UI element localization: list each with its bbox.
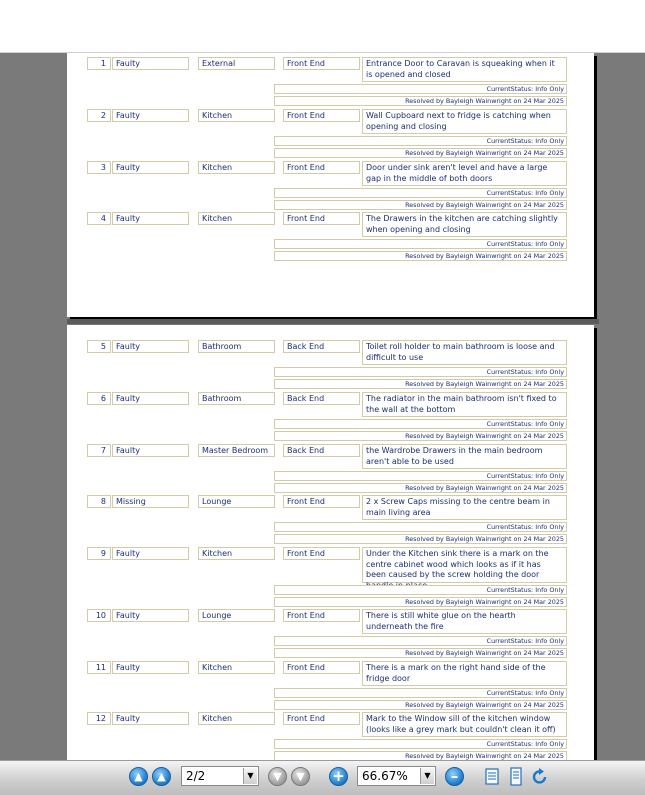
previous-page-icon: ▲ [157, 770, 166, 783]
record-type: Faulty [112, 57, 189, 70]
record-type: Faulty [112, 712, 189, 725]
fit-width-button[interactable] [483, 767, 501, 786]
document-viewport[interactable] [0, 53, 645, 760]
record-description: Toilet roll holder to main bathroom is loose and difficult to use [362, 340, 567, 365]
top-bar [0, 0, 645, 53]
record-status: CurrentStatus: Info Only [274, 636, 567, 646]
record-area: Front End [283, 109, 360, 122]
record-type: Faulty [112, 444, 189, 457]
record-area: Back End [283, 444, 360, 457]
record-number: 12 [87, 712, 111, 725]
last-page-icon: ▼ [296, 770, 305, 783]
record-description: Entrance Door to Caravan is squeaking when it is opened and closed [362, 57, 567, 82]
next-page-button[interactable] [268, 767, 287, 786]
record-area: Front End [283, 161, 360, 174]
record-location: Kitchen [198, 109, 275, 122]
record-number: 4 [87, 212, 111, 225]
zoom-level-field[interactable] [357, 766, 436, 786]
record-number: 8 [87, 495, 111, 508]
record-area: Front End [283, 57, 360, 70]
record-status: CurrentStatus: Info Only [274, 585, 567, 595]
record-number: 5 [87, 340, 111, 353]
record-description: The radiator in the main bathroom isn't fixed to the wall at the bottom [362, 392, 567, 417]
record-type: Faulty [112, 340, 189, 353]
chevron-down-icon[interactable]: ▼ [420, 768, 434, 784]
record-status: CurrentStatus: Info Only [274, 239, 567, 249]
record-description: Door under sink aren't level and have a large gap in the middle of both doors [362, 161, 567, 186]
zoom-in-icon: + [332, 767, 345, 785]
page-separator [67, 319, 599, 324]
record-status: CurrentStatus: Info Only [274, 471, 567, 481]
record-resolved: Resolved by Bayleigh Wainwright on 24 Mar 2025 [274, 379, 567, 389]
record-resolved: Resolved by Bayleigh Wainwright on 24 Mar 2025 [274, 431, 567, 441]
record-type: Missing [112, 495, 189, 508]
document-page [67, 53, 594, 317]
record-resolved: Resolved by Bayleigh Wainwright on 24 Mar 2025 [274, 751, 567, 761]
record-area: Front End [283, 547, 360, 560]
record-description: Mark to the Window sill of the kitchen window (looks like a grey mark but couldn't clean it off) [362, 712, 567, 737]
record-type: Faulty [112, 161, 189, 174]
record-status: CurrentStatus: Info Only [274, 419, 567, 429]
record-type: Faulty [112, 392, 189, 405]
zoom-out-button[interactable] [445, 767, 464, 786]
record-description: 2 x Screw Caps missing to the centre beam in main living area [362, 495, 567, 520]
fit-width-icon [483, 767, 501, 786]
record-description: Wall Cupboard next to fridge is catching when opening and closing [362, 109, 567, 134]
record-resolved: Resolved by Bayleigh Wainwright on 24 Mar 2025 [274, 251, 567, 261]
record-resolved: Resolved by Bayleigh Wainwright on 24 Mar 2025 [274, 648, 567, 658]
record-type: Faulty [112, 109, 189, 122]
record-location: Bathroom [198, 392, 275, 405]
rotate-button[interactable] [531, 767, 549, 786]
fit-page-icon [507, 767, 525, 786]
record-number: 1 [87, 57, 111, 70]
document-page [67, 325, 594, 785]
record-location: Lounge [198, 495, 275, 508]
record-resolved: Resolved by Bayleigh Wainwright on 24 Mar 2025 [274, 534, 567, 544]
record-number: 7 [87, 444, 111, 457]
record-status: CurrentStatus: Info Only [274, 84, 567, 94]
record-status: CurrentStatus: Info Only [274, 522, 567, 532]
record-location: Lounge [198, 609, 275, 622]
viewer-toolbar [0, 760, 645, 795]
record-area: Front End [283, 661, 360, 674]
record-location: Master Bedroom [198, 444, 275, 457]
record-location: Kitchen [198, 661, 275, 674]
record-location: Kitchen [198, 547, 275, 560]
record-location: Kitchen [198, 212, 275, 225]
page-number-field[interactable] [181, 766, 259, 786]
zoom-level: 66.67% [362, 769, 408, 783]
record-area: Front End [283, 212, 360, 225]
record-status: CurrentStatus: Info Only [274, 367, 567, 377]
record-resolved: Resolved by Bayleigh Wainwright on 24 Mar 2025 [274, 148, 567, 158]
record-status: CurrentStatus: Info Only [274, 136, 567, 146]
zoom-in-button[interactable] [329, 767, 348, 786]
record-description: The Drawers in the kitchen are catching slightly when opening and closing [362, 212, 567, 237]
record-location: Kitchen [198, 712, 275, 725]
next-page-icon: ▼ [273, 770, 282, 783]
fit-page-button[interactable] [507, 767, 525, 786]
page-indicator: 2/2 [186, 769, 206, 783]
record-status: CurrentStatus: Info Only [274, 188, 567, 198]
record-resolved: Resolved by Bayleigh Wainwright on 24 Mar 2025 [274, 597, 567, 607]
record-number: 3 [87, 161, 111, 174]
record-area: Back End [283, 392, 360, 405]
record-number: 11 [87, 661, 111, 674]
first-page-button[interactable] [129, 767, 148, 786]
record-number: 9 [87, 547, 111, 560]
rotate-icon [531, 767, 549, 786]
record-status: CurrentStatus: Info Only [274, 739, 567, 749]
record-number: 6 [87, 392, 111, 405]
record-description: There is a mark on the right hand side of the fridge door [362, 661, 567, 686]
zoom-out-icon: – [450, 767, 459, 785]
first-page-icon: ▲ [134, 770, 143, 783]
record-location: Kitchen [198, 161, 275, 174]
record-type: Faulty [112, 661, 189, 674]
chevron-down-icon[interactable]: ▼ [243, 768, 257, 784]
record-type: Faulty [112, 212, 189, 225]
record-status: CurrentStatus: Info Only [274, 688, 567, 698]
record-number: 10 [87, 609, 111, 622]
record-description: the Wardrobe Drawers in the main bedroom aren't able to be used [362, 444, 567, 469]
previous-page-button[interactable] [152, 767, 171, 786]
record-description: There is still white glue on the hearth underneath the fire [362, 609, 567, 634]
record-type: Faulty [112, 609, 189, 622]
record-area: Front End [283, 495, 360, 508]
record-resolved: Resolved by Bayleigh Wainwright on 24 Mar 2025 [274, 96, 567, 106]
record-resolved: Resolved by Bayleigh Wainwright on 24 Mar 2025 [274, 483, 567, 493]
record-location: Bathroom [198, 340, 275, 353]
record-location: External [198, 57, 275, 70]
record-area: Front End [283, 609, 360, 622]
record-number: 2 [87, 109, 111, 122]
last-page-button[interactable] [291, 767, 310, 786]
record-type: Faulty [112, 547, 189, 560]
record-area: Front End [283, 712, 360, 725]
record-area: Back End [283, 340, 360, 353]
record-resolved: Resolved by Bayleigh Wainwright on 24 Mar 2025 [274, 200, 567, 210]
record-resolved: Resolved by Bayleigh Wainwright on 24 Mar 2025 [274, 700, 567, 710]
record-description: Under the Kitchen sink there is a mark on the centre cabinet wood which looks as if it has been caused by the screw holding the door [362, 547, 567, 583]
